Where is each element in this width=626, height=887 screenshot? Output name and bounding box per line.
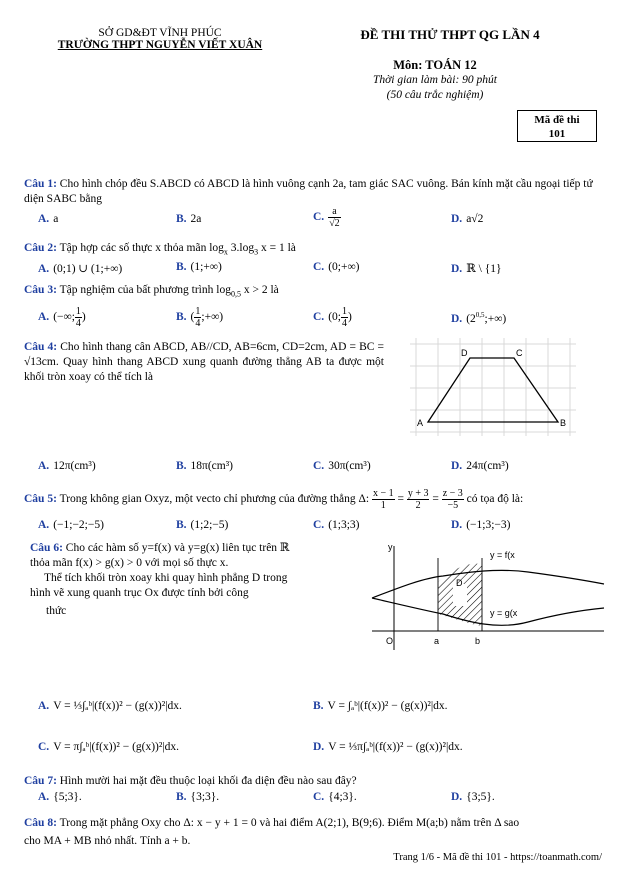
origin-label: O	[386, 636, 394, 646]
option-4a[interactable]: A. 12π(cm³)	[38, 460, 96, 472]
option-3d[interactable]: D. $(2^{0,5};+\infty)$	[451, 311, 507, 325]
header-right	[300, 27, 600, 43]
trapezoid-shape	[428, 358, 558, 422]
vertex-b-label: B	[560, 418, 567, 428]
question-label: Câu 3:	[24, 284, 57, 296]
fraction: $\frac{a}{√2}$	[329, 206, 340, 229]
exam-title: ĐỀ THI THỬ THPT QG LẦN 4	[360, 27, 540, 42]
point-a-label: a	[434, 636, 440, 646]
question-label: Câu 8:	[24, 817, 57, 829]
option-5a[interactable]: A. (−1;−2;−5)	[38, 519, 104, 531]
question-label: Câu 2:	[24, 242, 57, 254]
option-6d[interactable]: D. V = ⅓π∫ₐᵇ|(f(x))² − (g(x))²|dx.	[313, 741, 463, 753]
exam-code-value: 101	[548, 128, 566, 140]
trapezoid-figure	[408, 336, 578, 438]
question-label: Câu 6:	[30, 542, 63, 554]
curve-g	[372, 598, 604, 625]
option-1d[interactable]: D. a√2	[451, 213, 484, 225]
option-7c[interactable]: C. {4;3}.	[313, 791, 357, 803]
option-2d[interactable]: D. ℝ \ {1}	[451, 263, 502, 275]
question-text: Cho hình chóp đều S.ABCD có ABCD là hình vuông cạnh 2a, tam giác SAC vuông. Bán kính mặt cầu ngoại tiếp tứ diện SABC bằng	[24, 178, 593, 205]
question-5: Câu 5: Trong không gian Oxyz, một vecto chỉ phương của đường thẳng Δ: $\frac{x - 1}{1}$ = $\frac{y + 3}{2}$ = $\frac{z - 3}{-5}$ có tọa độ là:	[24, 488, 524, 511]
question-6: Câu 6: Cho các hàm số y=f(x) và y=g(x) liên tục trên ℝ thỏa mãn f(x) > g(x) > 0 với mọi số thực x. Thể tích khối tròn xoay khi quay hình phẳng D trong hình vẽ xung quanh trục Ox được tính bởi công thức	[30, 542, 290, 617]
option-3a[interactable]: A. (−∞; $\frac{1}{4}$ )	[38, 306, 86, 329]
option-6c[interactable]: C. V = π∫ₐᵇ|(f(x))² − (g(x))²|dx.	[38, 741, 180, 753]
option-4b[interactable]: B. 18π(cm³)	[176, 460, 234, 472]
option-1b[interactable]: B. 2a	[176, 213, 202, 225]
y-axis-label: y	[388, 542, 393, 552]
option-5b[interactable]: B. (1;2;−5)	[176, 519, 229, 531]
question-label: Câu 4:	[24, 341, 58, 353]
curve-g-label: y = g(x	[490, 608, 518, 618]
option-6a[interactable]: A. V = ⅓∫ₐᵇ|(f(x))² − (g(x))²|dx.	[38, 700, 182, 712]
question-count: (50 câu trắc nghiệm)	[386, 89, 484, 101]
option-7b[interactable]: B. {3;3}.	[176, 791, 220, 803]
area-figure	[368, 538, 608, 658]
question-label: Câu 1:	[24, 178, 57, 190]
vertex-c-label: C	[516, 348, 523, 358]
question-label: Câu 5:	[24, 493, 57, 506]
option-4d[interactable]: D. 24π(cm³)	[451, 460, 509, 472]
question-3: Câu 3: Tập nghiệm của bất phương trình $\log_{0,5} x > 2$ là	[24, 284, 279, 299]
question-1	[24, 177, 604, 207]
option-5d[interactable]: D. (−1;3;−3)	[451, 519, 511, 531]
subject: Môn: TOÁN 12	[393, 58, 477, 72]
option-2c[interactable]: C. (0;+∞)	[313, 261, 360, 273]
option-2a[interactable]: A. (0;1) ∪ (1;+∞)	[38, 263, 123, 275]
option-3c[interactable]: C. (0; $\frac{1}{4}$ )	[313, 306, 352, 329]
curve-f-label: y = f(x	[490, 550, 515, 560]
school-name: TRƯỜNG THPT NGUYỄN VIẾT XUÂN	[57, 39, 263, 51]
question-4: Câu 4: Cho hình thang cân ABCD, AB//CD, AB=6cm, CD=2cm, AD = BC = √13cm. Quay hình thang ABCD xung quanh đường thẳng AB ta được một khối tròn xoay có thể tích là	[24, 341, 385, 383]
curve-f	[372, 570, 604, 598]
option-1c[interactable]: C. $\frac{a}{√2}$	[313, 206, 340, 229]
question-7: Câu 7: Hình mười hai mặt đều thuộc loại khối đa diện đều nào sau đây?	[24, 775, 357, 787]
exam-time: Thời gian làm bài: 90 phút	[372, 74, 498, 86]
question-label: Câu 7:	[24, 775, 57, 787]
question-2: Câu 2: Tập hợp các số thực x thỏa mãn $\log_x 3.\log_3$ x = 1 là	[24, 242, 296, 257]
option-5c[interactable]: C. (1;3;3)	[313, 519, 360, 531]
option-7d[interactable]: D. {3;5}.	[451, 791, 495, 803]
exam-code-label: Mã đề thi	[534, 114, 580, 126]
option-7a[interactable]: A. {5;3}.	[38, 791, 82, 803]
vertex-d-label: D	[461, 348, 468, 358]
department-name: SỞ GD&ĐT VĨNH PHÚC	[98, 27, 222, 39]
header-left	[40, 27, 280, 51]
option-1a[interactable]: A. a	[38, 213, 59, 225]
option-3b[interactable]: B. ( $\frac{1}{4}$ ;+∞)	[176, 306, 224, 329]
page-footer: Trang 1/6 - Mã đề thi 101 - https://toanmath.com/	[393, 852, 602, 863]
option-2b[interactable]: B. (1;+∞)	[176, 261, 222, 273]
region-d-label: D	[456, 578, 463, 588]
grid	[410, 338, 576, 436]
point-b-label: b	[475, 636, 481, 646]
vertex-a-label: A	[417, 418, 424, 428]
option-4c[interactable]: C. 30π(cm³)	[313, 460, 371, 472]
exam-info	[330, 58, 540, 103]
question-8: Câu 8: Trong mặt phẳng Oxy cho Δ: x − y + 1 = 0 và hai điểm A(2;1), B(9;6). Điểm M(a;b) nằm trên Δ sao cho MA + MB nhỏ nhất. Tính a + b.	[24, 817, 520, 847]
exam-code-box	[517, 110, 597, 142]
option-6b[interactable]: B. V = ∫ₐᵇ|(f(x))² − (g(x))²|dx.	[313, 700, 448, 712]
